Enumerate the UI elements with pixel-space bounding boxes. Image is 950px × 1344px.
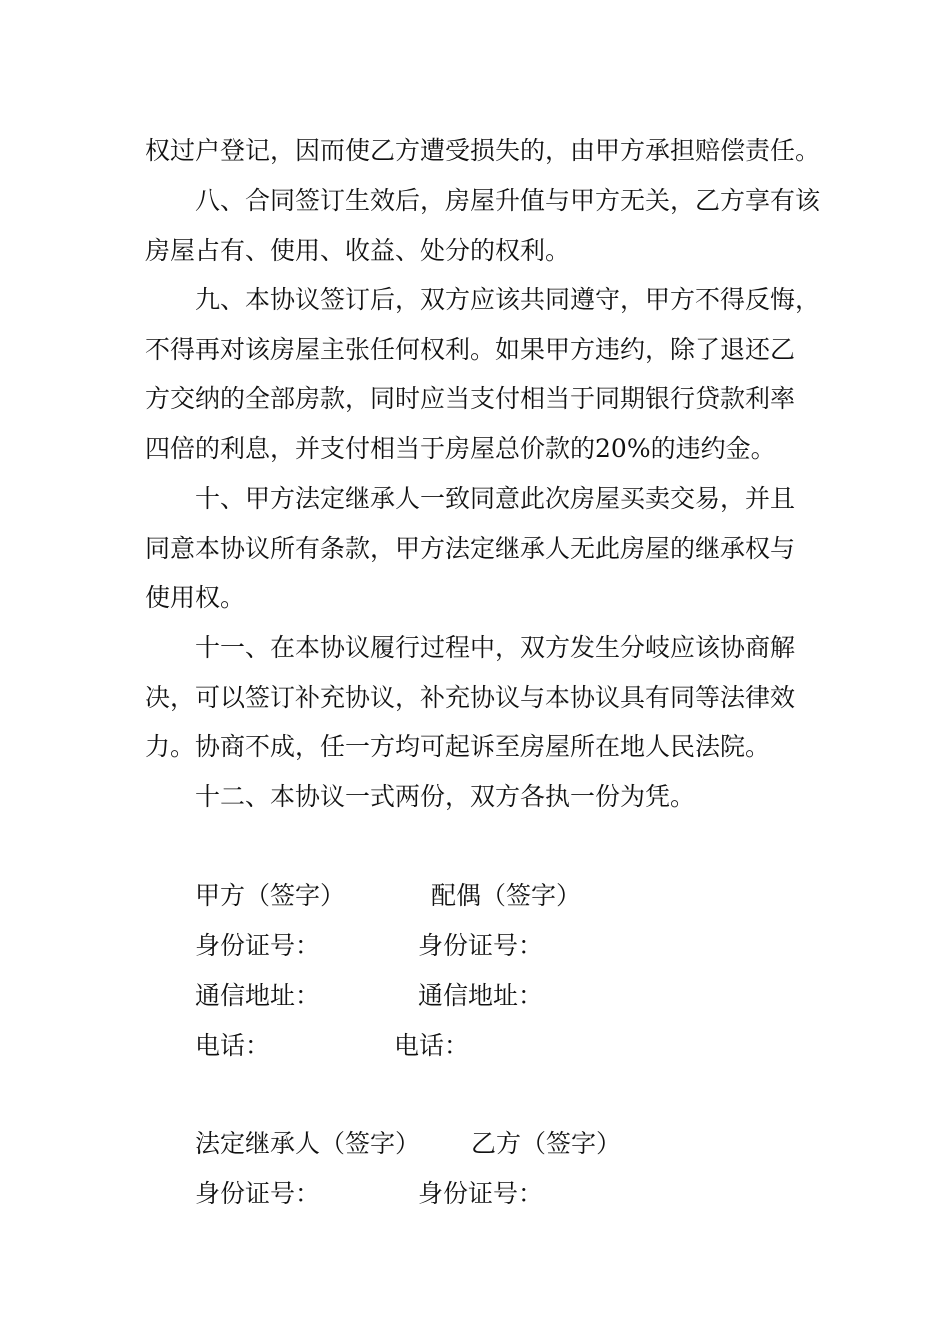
heir-signature-label: 法定继承人（签字） [195,1129,421,1158]
clause-8 [145,176,821,275]
spouse-id-label: 身份证号： [418,931,544,960]
signature-row [195,971,755,1021]
text-line: 决，可以签订补充协议，补充协议与本协议具有同等法律效 [145,682,796,712]
signature-block-party-b [195,1119,755,1219]
spouse-phone-label: 电话： [394,1031,470,1060]
paragraph-continuation [145,126,821,176]
party-b-signature-label: 乙方（签字） [471,1129,622,1158]
signature-block-party-a [195,871,755,1071]
text-line: 房屋占有、使用、收益、处分的权利。 [145,235,571,265]
text-line: 方交纳的全部房款，同时应当支付相当于同期银行贷款利率 [145,384,796,413]
party-b-id-label: 身份证号： [418,1179,544,1208]
clause-11 [145,623,810,772]
text-line: 权过户登记，因而使乙方遭受损失的，由甲方承担赔偿责任。 [145,136,821,165]
text-line: 力。协商不成，任一方均可起诉至房屋所在地人民法院。 [145,732,771,761]
spouse-signature-label: 配偶（签字） [431,881,582,910]
signature-row [195,1169,755,1219]
text-line: 八、合同签订生效后，房屋升值与甲方无关，乙方享有该 [195,186,821,215]
party-a-signature-label: 甲方（签字） [195,881,346,910]
text-line: 同意本协议所有条款，甲方法定继承人无此房屋的继承权与 [145,533,796,563]
party-a-phone-label: 电话： [195,1031,271,1060]
party-a-id-label: 身份证号： [195,931,321,960]
clause-9 [145,275,821,473]
text-line: 使用权。 [145,583,246,612]
signature-row [195,1119,755,1169]
heir-id-label: 身份证号： [195,1179,321,1208]
spouse-address-label: 通信地址： [418,981,544,1010]
text-line: 四倍的利息，并支付相当于房屋总价款的20%的违约金。 [145,433,776,463]
text-line: 十二、本协议一式两份，双方各执一份为凭。 [195,782,696,811]
text-line: 十一、在本协议履行过程中，双方发生分岐应该协商解 [195,633,796,662]
clause-12 [145,772,810,822]
signature-row [195,871,755,921]
clause-10 [145,474,810,623]
text-line: 九、本协议签订后，双方应该共同遵守，甲方不得反悔， [195,285,821,314]
text-line: 十、甲方法定继承人一致同意此次房屋买卖交易，并且 [195,484,796,513]
text-line: 不得再对该房屋主张任何权利。如果甲方违约，除了退还乙 [145,334,796,364]
signature-row [195,921,755,971]
signature-row [195,1021,755,1071]
party-a-address-label: 通信地址： [195,981,321,1010]
